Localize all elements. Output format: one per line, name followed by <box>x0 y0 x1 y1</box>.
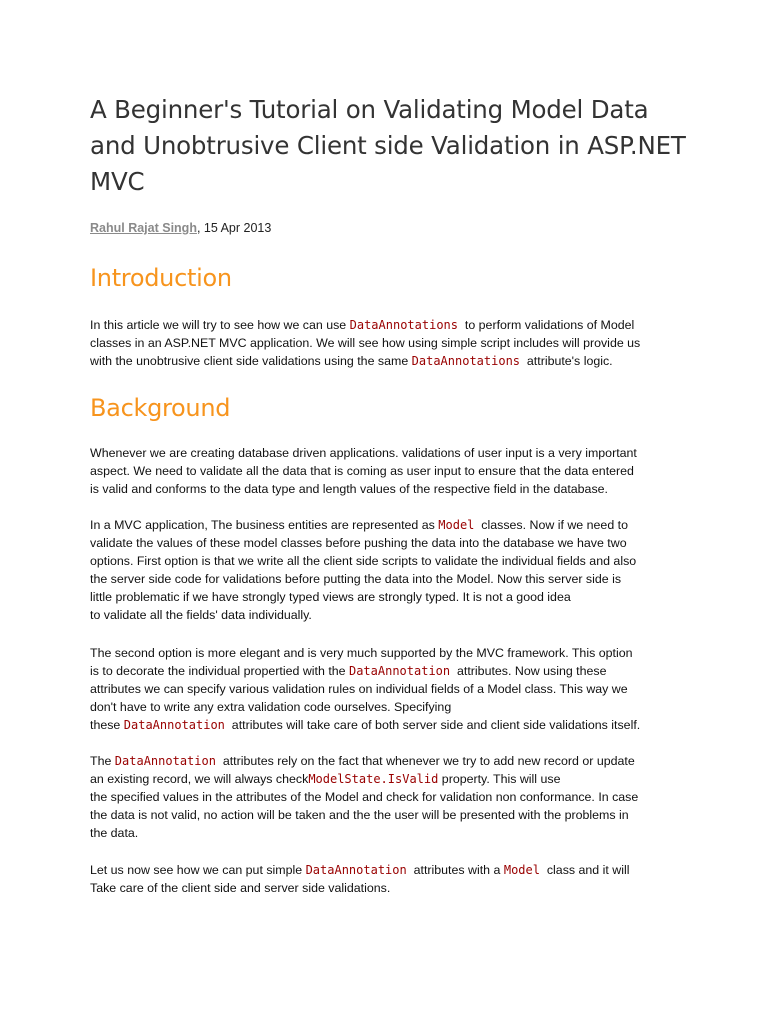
text-line <box>90 752 680 770</box>
section-heading-introduction: Introduction <box>90 264 232 292</box>
inline-code: DataAnnotation <box>348 664 451 678</box>
text-line: Take care of the client side and server side validations. <box>90 881 391 895</box>
text-span: attributes rely on the fact that whenever we try to add new record or update <box>215 754 635 768</box>
text-line: aspect. We need to validate all the data that is coming as user input to ensure that the data entered <box>90 464 634 478</box>
text-line <box>90 770 680 788</box>
text-span: these <box>90 718 124 732</box>
section-heading-background: Background <box>90 394 231 422</box>
text-line: validate the values of these model classes before pushing the data into the database we have two <box>90 536 627 550</box>
text-span: attributes. Now using these <box>450 664 607 678</box>
text-span: attributes with a <box>406 863 504 877</box>
text-span: class and it will <box>539 863 630 877</box>
text-line: don't have to write any extra validation code ourselves. Specifying <box>90 700 452 714</box>
intro-paragraph <box>90 316 680 370</box>
text-span: with the unobtrusive client side validations using the same <box>90 354 412 368</box>
text-span: is to decorate the individual propertied with the <box>90 664 349 678</box>
article-title: A Beginner's Tutorial on Validating Model Data and Unobtrusive Client side Validation in ASP.NET MVC <box>90 95 686 196</box>
text-line: the specified values in the attributes of the Model and check for validation non conformance. In case <box>90 790 639 804</box>
background-paragraph-5 <box>90 861 680 897</box>
text-span: Let us now see how we can put simple <box>90 863 306 877</box>
text-line: options. First option is that we write all the client side scripts to validate the individual fields and also <box>90 554 637 568</box>
text-line <box>90 861 680 879</box>
byline <box>90 221 271 235</box>
background-paragraph-2 <box>90 516 680 624</box>
text-span: attribute's logic. <box>520 354 613 368</box>
text-line <box>90 316 680 334</box>
text-span: In this article we will try to see how we can use <box>90 318 350 332</box>
author-link[interactable]: Rahul Rajat Singh <box>90 221 197 235</box>
text-line: The second option is more elegant and is very much supported by the MVC framework. This option <box>90 646 633 660</box>
inline-code: Model <box>438 518 475 532</box>
text-line: little problematic if we have strongly typed views are strongly typed. It is not a good idea <box>90 590 571 604</box>
text-line <box>90 352 680 370</box>
text-line: the data is not valid, no action will be taken and the the user will be presented with the problems in <box>90 808 629 822</box>
background-paragraph-4 <box>90 752 680 842</box>
text-line: the data. <box>90 826 139 840</box>
text-line: Whenever we are creating database driven applications. validations of user input is a very important <box>90 446 637 460</box>
text-line: is valid and conforms to the data type and length values of the respective field in the database. <box>90 482 608 496</box>
text-span: attributes will take care of both server side and client side validations itself. <box>224 718 641 732</box>
background-paragraph-1 <box>90 444 680 498</box>
inline-code: DataAnnotation <box>114 754 216 768</box>
text-line <box>90 662 680 680</box>
text-line <box>90 516 680 534</box>
inline-code: DataAnnotation <box>305 863 407 877</box>
publish-date: , 15 Apr 2013 <box>196 221 272 235</box>
inline-code: Model <box>503 863 540 877</box>
inline-code: DataAnnotation <box>123 718 225 732</box>
text-span: classes. Now if we need to <box>474 518 628 532</box>
text-line: to validate all the fields' data individually. <box>90 608 312 622</box>
background-paragraph-3 <box>90 644 680 734</box>
text-span: The <box>90 754 115 768</box>
inline-code: DataAnnotations <box>411 354 521 368</box>
text-span: In a MVC application, The business entities are represented as <box>90 518 439 532</box>
inline-code: DataAnnotations <box>349 318 458 332</box>
text-line: classes in an ASP.NET MVC application. We will see how using simple script includes will provide us <box>90 336 641 350</box>
text-line: attributes we can specify various validation rules on individual fields of a Model class. This way we <box>90 682 628 696</box>
text-line: the server side code for validations before putting the data into the Model. Now this server side is <box>90 572 622 586</box>
text-span: property. This will use <box>438 772 561 786</box>
text-span: an existing record, we will always check <box>90 772 309 786</box>
text-line <box>90 716 680 734</box>
text-span: to perform validations of Model <box>458 318 635 332</box>
inline-code: ModelState.IsValid <box>308 772 439 786</box>
